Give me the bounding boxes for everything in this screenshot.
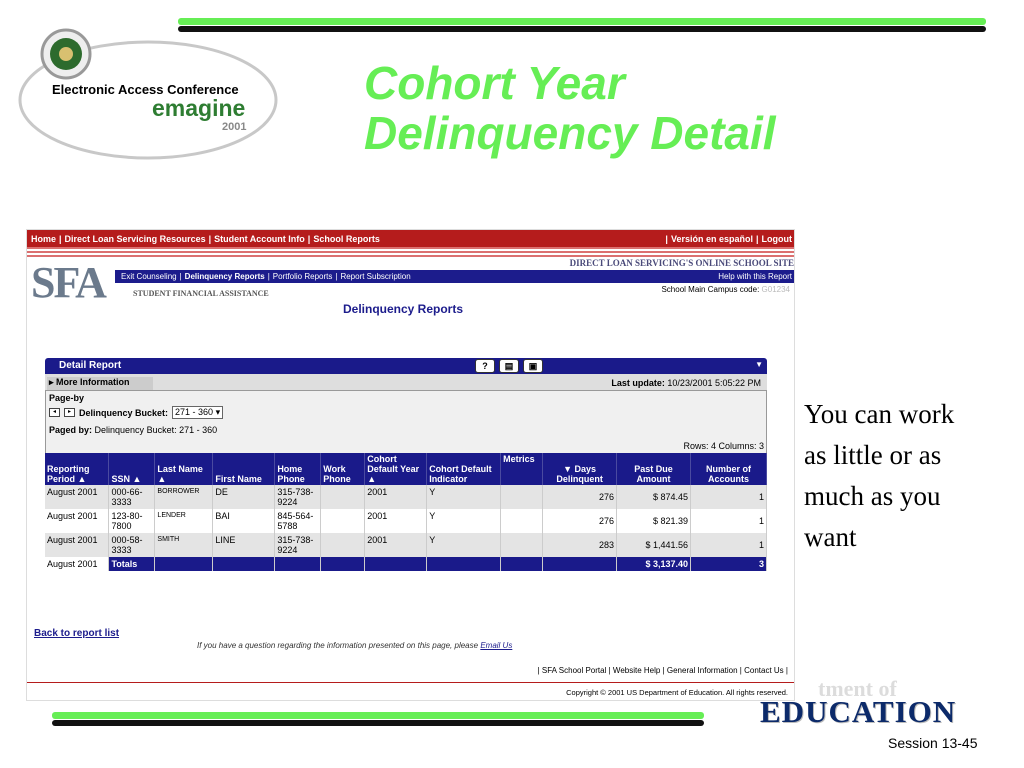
cell-home-phone: 315-738-9224 xyxy=(275,485,321,509)
cell-indicator: Y xyxy=(427,533,501,557)
page-by-section xyxy=(45,391,767,453)
cell-amount: $ 821.39 xyxy=(617,509,691,533)
session-number: Session 13-45 xyxy=(888,735,978,751)
col-metrics: Metrics xyxy=(501,453,543,485)
nav-logout[interactable]: Logout xyxy=(761,233,792,244)
cell-first-name: BAI xyxy=(213,509,275,533)
table-row xyxy=(45,533,767,557)
more-info-bar xyxy=(45,374,767,391)
subnav-portfolio-reports[interactable]: Portfolio Reports xyxy=(272,272,333,281)
col-last-name-label: Last Name xyxy=(157,464,203,474)
help-icon[interactable]: ? xyxy=(475,359,495,373)
rows-columns: Rows: 4 Columns: 3 xyxy=(683,441,764,451)
question-label: If you have a question regarding the information presented on this page, please xyxy=(197,641,479,650)
col-ssn[interactable]: SSN ▲ xyxy=(109,453,155,485)
more-info-toggle[interactable] xyxy=(47,377,153,390)
help-link[interactable]: Help with this Report xyxy=(718,272,792,281)
col-accounts[interactable]: Number of Accounts xyxy=(690,453,766,485)
cell-last-name: BORROWER xyxy=(155,485,213,509)
nav-direct-loan[interactable]: Direct Loan Servicing Resources xyxy=(64,233,206,244)
table-row xyxy=(45,485,767,509)
totals-empty xyxy=(543,557,617,571)
cell-work-phone xyxy=(321,509,365,533)
bucket-select-value: 271 - 360 xyxy=(175,407,214,417)
cell-first-name: LINE xyxy=(213,533,275,557)
cell-metrics xyxy=(501,485,543,509)
totals-empty xyxy=(427,557,501,571)
cell-cohort-year: 2001 xyxy=(365,533,427,557)
footer-link-portal[interactable]: SFA School Portal xyxy=(541,666,607,675)
cell-period: August 2001 xyxy=(45,557,109,571)
totals-accounts: 3 xyxy=(690,557,766,571)
totals-empty xyxy=(365,557,427,571)
prev-page-icon[interactable]: ◂ xyxy=(49,408,60,417)
footer-link-contact[interactable]: Contact Us xyxy=(744,666,784,675)
nav-school-reports[interactable]: School Reports xyxy=(313,233,380,244)
back-to-report-list-link[interactable]: Back to report list xyxy=(34,628,120,639)
cell-cohort-year: 2001 xyxy=(365,509,427,533)
totals-empty xyxy=(213,557,275,571)
nav-student-account[interactable]: Student Account Info xyxy=(214,233,305,244)
last-update xyxy=(611,378,761,388)
expand-arrow-icon: ▸ xyxy=(49,377,57,387)
cell-accounts: 1 xyxy=(690,533,766,557)
cell-work-phone xyxy=(321,485,365,509)
subnav-exit-counseling[interactable]: Exit Counseling xyxy=(121,272,177,281)
subnav-delinquency-reports[interactable]: Delinquency Reports xyxy=(184,272,265,281)
cell-accounts: 1 xyxy=(690,485,766,509)
cell-ssn: 000-66-3333 xyxy=(109,485,155,509)
col-ssn-label: SSN xyxy=(111,474,130,484)
totals-amount: $ 3,137.40 xyxy=(617,557,691,571)
slide-title xyxy=(364,58,776,158)
subnav-report-subscription[interactable]: Report Subscription xyxy=(340,272,411,281)
more-info-label: More Information xyxy=(56,377,130,387)
col-cohort-indicator[interactable]: Cohort Default Indicator xyxy=(427,453,501,485)
totals-row xyxy=(45,557,767,571)
print-icon[interactable]: ▤ xyxy=(499,359,519,373)
col-reporting-period-label: Reporting Period xyxy=(47,464,90,484)
report-screenshot xyxy=(26,229,795,701)
col-first-name[interactable]: First Name xyxy=(213,453,275,485)
export-icon[interactable]: ▣ xyxy=(523,359,543,373)
sub-nav: Exit Counseling | Delinquency Reports | Portfolio Reports | Report Subscription Help with this Report xyxy=(115,270,795,283)
title-line1: Cohort Year xyxy=(364,57,625,109)
totals-empty xyxy=(501,557,543,571)
col-cohort-year-label: Cohort Default Year xyxy=(367,454,420,474)
last-update-value: 10/23/2001 5:05:22 PM xyxy=(667,378,761,388)
totals-label: Totals xyxy=(109,557,155,571)
cell-ssn: 123-80-7800 xyxy=(109,509,155,533)
logo-line2: emagine xyxy=(152,95,246,121)
question-text xyxy=(197,641,512,650)
cell-last-name: SMITH xyxy=(155,533,213,557)
footer-link-info[interactable]: General Information xyxy=(666,666,738,675)
nav-home[interactable]: Home xyxy=(31,233,57,244)
side-note: You can work as little or as much as you want xyxy=(804,399,955,552)
cell-amount: $ 874.45 xyxy=(617,485,691,509)
email-us-link[interactable]: Email Us xyxy=(480,641,513,650)
campus-label: School Main Campus code: xyxy=(661,285,760,294)
cell-days: 276 xyxy=(543,509,617,533)
top-decorative-bar xyxy=(178,18,986,34)
cell-indicator: Y xyxy=(427,485,501,509)
bucket-select[interactable]: 271 - 360 ▾ xyxy=(172,406,223,419)
footer-nav: | SFA School Portal | Website Help | General Information | Contact Us | xyxy=(537,666,788,675)
sfa-logo: SFA xyxy=(31,258,105,307)
sfa-subtitle: STUDENT FINANCIAL ASSISTANCE xyxy=(133,289,269,298)
report-tools xyxy=(475,359,543,373)
logo-line3: 2001 xyxy=(222,121,247,133)
col-days-label: Days Delinquent xyxy=(556,464,603,484)
detail-title: Detail Report xyxy=(59,360,122,371)
bottom-decorative-bar xyxy=(52,712,704,728)
title-line2: Delinquency Detail xyxy=(364,107,776,159)
cell-metrics xyxy=(501,533,543,557)
footer-link-help[interactable]: Website Help xyxy=(612,666,661,675)
col-work-phone[interactable]: Work Phone xyxy=(321,453,365,485)
col-home-phone[interactable]: Home Phone xyxy=(275,453,321,485)
cell-work-phone xyxy=(321,533,365,557)
col-last-name[interactable]: Last Name ▲ xyxy=(155,453,213,485)
copyright: Copyright © 2001 US Department of Education. All rights reserved. xyxy=(566,688,788,697)
education-logo-behind: tment of xyxy=(818,676,897,701)
cell-indicator: Y xyxy=(427,509,501,533)
col-days-delinquent[interactable]: ▼ Days Delinquent xyxy=(543,453,617,485)
detail-report-panel xyxy=(45,358,767,626)
paged-by xyxy=(49,425,763,435)
cell-home-phone: 845-564-5788 xyxy=(275,509,321,533)
last-update-label: Last update: xyxy=(611,378,665,388)
cell-first-name: DE xyxy=(213,485,275,509)
cell-period: August 2001 xyxy=(45,509,109,533)
logo-line1: Electronic Access Conference xyxy=(52,82,239,97)
chevron-down-icon[interactable]: ▼ xyxy=(755,360,763,369)
top-nav-bar: Home | Direct Loan Servicing Resources | Student Account Info | School Reports | Versión en español | Logout xyxy=(27,230,795,247)
cell-accounts: 1 xyxy=(690,509,766,533)
bucket-label: Delinquency Bucket: xyxy=(79,407,169,418)
paged-by-value: Delinquency Bucket: 271 - 360 xyxy=(94,425,218,435)
sfa-header xyxy=(27,247,795,305)
col-past-due[interactable]: Past Due Amount xyxy=(617,453,691,485)
detail-header xyxy=(45,358,767,374)
report-page-title: Delinquency Reports xyxy=(343,302,464,316)
cell-metrics xyxy=(501,509,543,533)
col-cohort-year[interactable]: Cohort Default Year ▲ xyxy=(365,453,427,485)
cell-period: August 2001 xyxy=(45,533,109,557)
page-by-label: Page-by xyxy=(49,393,85,403)
cell-days: 276 xyxy=(543,485,617,509)
cell-ssn: 000-58-3333 xyxy=(109,533,155,557)
totals-empty xyxy=(275,557,321,571)
campus-code xyxy=(661,285,790,294)
table-row xyxy=(45,509,767,533)
cell-home-phone: 315-738-9224 xyxy=(275,533,321,557)
flag-stripes xyxy=(27,247,795,257)
campus-value: G01234 xyxy=(761,285,790,294)
paged-by-label: Paged by: xyxy=(49,425,93,435)
cell-amount: $ 1,441.56 xyxy=(617,533,691,557)
next-page-icon[interactable]: ▸ xyxy=(64,408,75,417)
nav-spanish[interactable]: Versión en español xyxy=(670,233,753,244)
col-reporting-period[interactable]: Reporting Period ▲ xyxy=(45,453,109,485)
cell-last-name: LENDER xyxy=(155,509,213,533)
cell-cohort-year: 2001 xyxy=(365,485,427,509)
education-logo: EDUCATION xyxy=(760,694,957,729)
footer-divider xyxy=(27,682,795,683)
cell-period: August 2001 xyxy=(45,485,109,509)
totals-empty xyxy=(155,557,213,571)
cell-days: 283 xyxy=(543,533,617,557)
delinquency-table xyxy=(45,453,767,571)
site-name: DIRECT LOAN SERVICING'S ONLINE SCHOOL SITE xyxy=(569,258,794,268)
totals-empty xyxy=(321,557,365,571)
